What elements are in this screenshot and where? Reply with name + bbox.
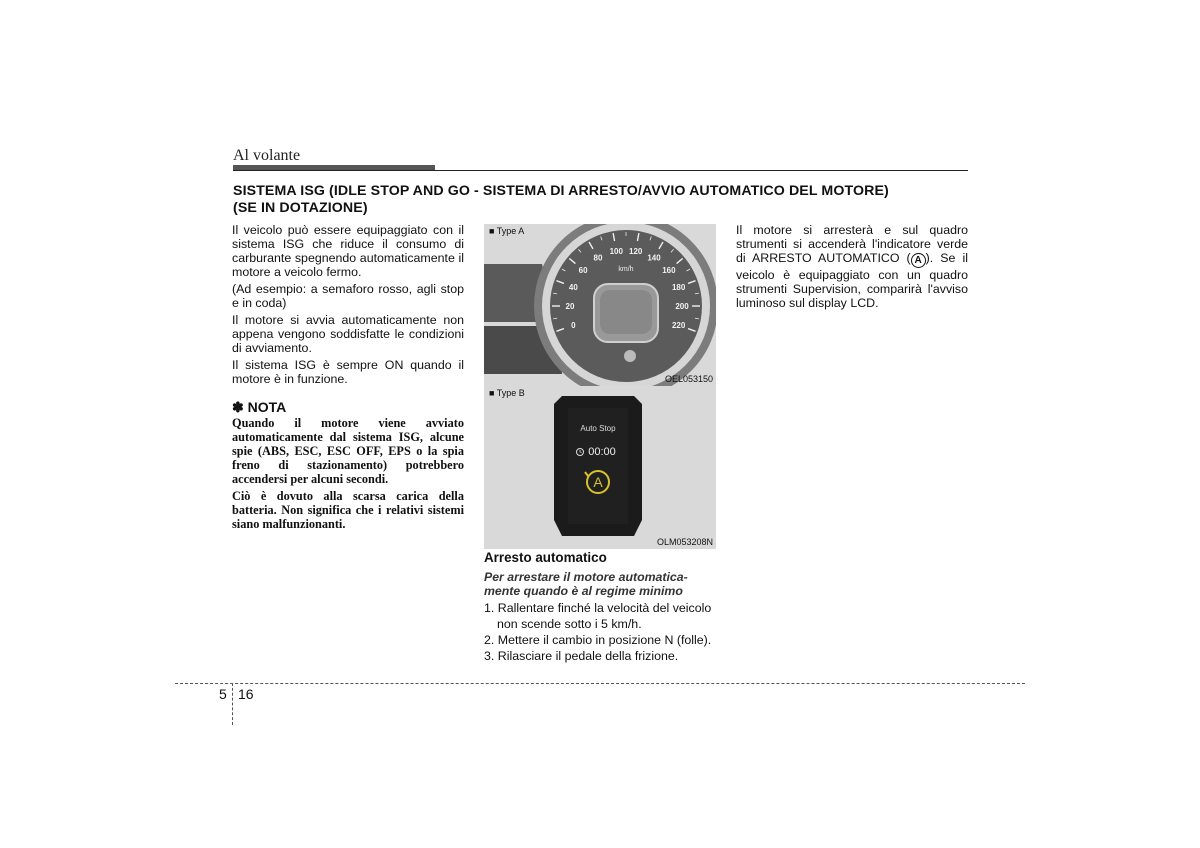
paragraph: Il veicolo può essere equipaggiato con il sistema ISG che riduce il consumo di carburante spegnendo automaticamente il motore a veicolo fermo. [232,223,464,279]
column-middle [484,551,716,665]
paragraph: (Ad esempio: a semaforo rosso, agli stop e in coda) [232,282,464,310]
figure-tag: ■ Type B [489,388,525,398]
list-item: 3. Rilasciare il pedale della frizione. [484,649,679,663]
page-heading [233,183,973,217]
gauge-tick-label: 60 [578,266,588,276]
subheading: Arresto automatico [484,550,607,565]
column-left [232,223,464,534]
footer-rule [175,683,1025,684]
page-number: 16 [238,686,254,702]
timer-value: 00:00 [588,446,616,458]
section-title: Al volante [233,147,301,164]
intro-text [484,570,716,598]
gauge-tick-label: 100 [609,246,623,256]
screen-title: Auto Stop [580,424,616,433]
paragraph: Il motore si avvia automaticamente non appena vengono soddisfatte le condizioni di avviamento. [232,313,464,355]
gauge-tick-label: 0 [571,321,576,331]
auto-stop-indicator-icon: A [911,253,926,268]
figure-autostop [484,386,716,549]
heading-line-1: SISTEMA ISG (IDLE STOP AND GO - SISTEMA DI ARRESTO/AVVIO AUTOMATICO DEL MOTORE) [233,183,889,199]
gauge-tick-label: 180 [671,282,686,292]
steps-list [484,601,716,663]
footer-divider [232,683,233,725]
unit-label: km/h [618,266,634,273]
column-right [736,223,968,313]
figure-code: OLM053208N [656,537,713,547]
heading-line-2: (SE IN DOTAZIONE) [233,200,368,216]
header-rule [233,170,968,171]
gauge-tick-label: 20 [565,302,575,311]
gauge-tick-label: 200 [675,302,689,311]
intro-line: mente quando è al regime minimo [484,584,683,598]
intro-line: Per arrestare il motore automatica- [484,570,688,584]
speedometer-illustration [484,224,716,386]
figure-tag: ■ Type A [489,226,525,236]
gauge-tick-label: 120 [629,246,643,256]
list-item: 1. Rallentare finché la velocità del veicolo non scende sotto i 5 km/h. [484,601,712,631]
indicator-icon [624,350,636,362]
paragraph: Il motore si arresterà e sul quadro strumenti si accenderà l'indicatore verde di ARRESTO AUTOMATICO ( A ). Se il veicolo è equipaggiato con un quadro strumenti Supervision, comparirà l'avviso luminoso sul display LCD. [736,223,968,310]
note-title: ✽ NOTA [232,399,287,415]
gauge-tick-label: 40 [568,282,578,292]
list-item: 2. Mettere il cambio in posizione N (folle). [484,633,712,647]
autostop-illustration [484,386,716,549]
gauge-tick-label: 160 [662,266,676,276]
figure-code: OEL053150 [664,374,713,384]
gauge-tick-label: 140 [647,253,661,263]
gauge-tick-label: 220 [671,321,686,331]
center-display-inner [600,290,652,334]
paragraph: Il sistema ISG è sempre ON quando il motore è in funzione. [232,358,464,386]
note-text: Ciò è dovuto alla scarsa carica della batteria. Non significa che i relativi sistemi siano malfunzionanti. [232,489,464,531]
gauge-tick-label: 80 [593,253,603,263]
figure-speedometer [484,224,716,386]
note-text: Quando il motore viene avviato automaticamente dal sistema ISG, alcune spie (ABS, ESC, ESC OFF, EPS o la spia freno di stazionamento) potrebbero accendersi per alcuni secondi. [232,416,464,486]
chapter-number: 5 [219,686,227,702]
auto-stop-letter: A [593,474,603,490]
